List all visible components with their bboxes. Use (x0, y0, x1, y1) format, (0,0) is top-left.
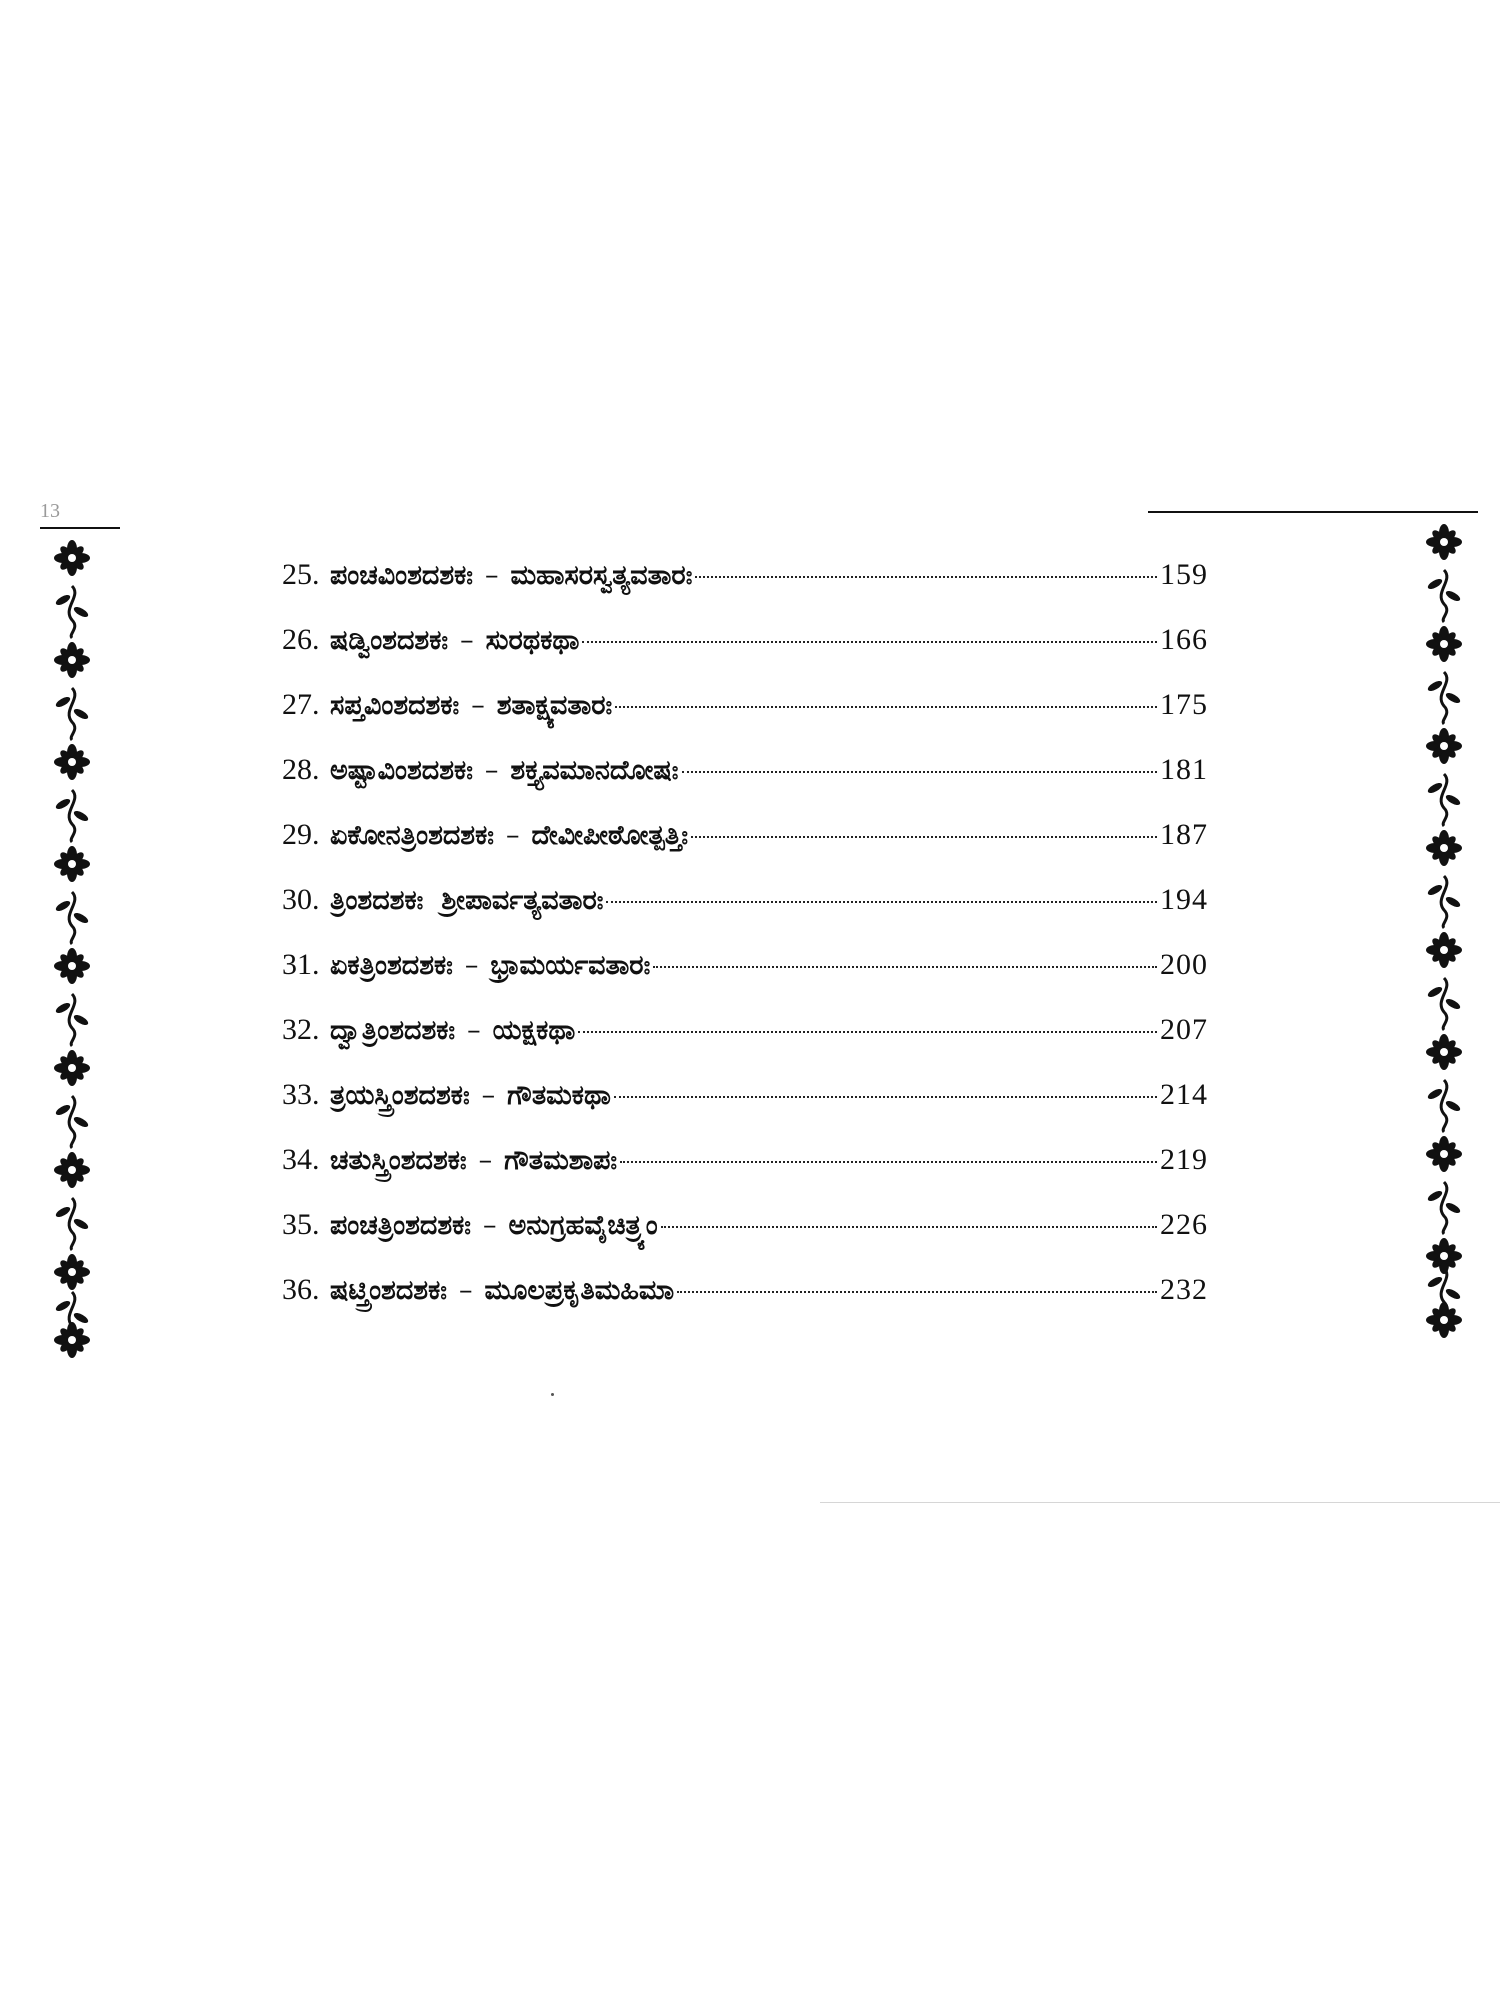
chapter-number: 28. (282, 753, 320, 786)
toc-entry (282, 880, 1208, 945)
top-rule-right (1148, 511, 1478, 513)
dot-leader (653, 966, 1157, 968)
chapter-title: ಶ್ರೀಪಾರ್ವತ್ಯವತಾರಃ (441, 885, 604, 916)
dash-separator: – (460, 625, 474, 656)
dash-separator: – (485, 560, 499, 591)
table-of-contents (282, 555, 1208, 1335)
section-name: ಏಕೋನತ್ರಿಂಶದಶಕಃ (330, 820, 494, 851)
section-name: ದ್ವಾತ್ರಿಂಶದಶಕಃ (330, 1015, 456, 1046)
floral-border-right (1416, 520, 1472, 1345)
dash-separator: – (471, 690, 485, 721)
chapter-number: 31. (282, 948, 320, 981)
dot-leader (677, 1291, 1157, 1293)
chapter-title: ಅನುಗ್ರಹವೈಚಿತ್ರ್ಯಂ (508, 1210, 658, 1241)
dot-leader (606, 901, 1157, 903)
section-name: ಏಕತ್ರಿಂಶದಶಕಃ (330, 950, 453, 981)
dot-leader (582, 641, 1157, 643)
page-reference: 187 (1160, 818, 1208, 851)
chapter-number: 32. (282, 1013, 320, 1046)
chapter-number: 26. (282, 623, 320, 656)
dash-separator: – (505, 820, 520, 851)
dash-separator: – (484, 755, 499, 786)
page-reference: 194 (1160, 883, 1208, 916)
dot-leader (578, 1031, 1157, 1033)
chapter-number: 35. (282, 1208, 320, 1241)
section-name: ಪಂಚವಿಂಶದಶಕಃ (330, 560, 473, 591)
page-reference: 226 (1160, 1208, 1208, 1241)
section-name: ತ್ರಿಂಶದಶಕಃ (330, 885, 424, 916)
chapter-number: 34. (282, 1143, 320, 1176)
toc-entry (282, 1270, 1208, 1335)
chapter-number: 29. (282, 818, 320, 851)
section-name: ಚತುಸ್ತ್ರಿಂಶದಶಕಃ (330, 1145, 467, 1176)
chapter-title: ದೇವೀಪೀಠೋತ್ಪತ್ತಿಃ (531, 820, 689, 851)
chapter-title: ಮೂಲಪ್ರಕೃತಿಮಹಿಮಾ (484, 1275, 675, 1306)
dot-leader (695, 576, 1157, 578)
page-number: 13 (40, 500, 60, 518)
section-name: ಪಂಚತ್ರಿಂಶದಶಕಃ (330, 1210, 472, 1241)
page-reference: 207 (1160, 1013, 1208, 1046)
toc-entry (282, 815, 1208, 880)
dot-leader (682, 771, 1158, 773)
dash-separator: – (464, 950, 479, 981)
page-reference: 200 (1160, 948, 1208, 981)
chapter-title: ಸುರಥಕಥಾ (485, 625, 580, 656)
dash-separator: – (478, 1145, 493, 1176)
chapter-number: 27. (282, 688, 320, 721)
page-reference: 175 (1160, 688, 1208, 721)
floral-pattern-right (1426, 524, 1462, 1338)
page-edge-line (820, 1502, 1500, 1503)
chapter-title: ಗೌತಮಶಾಪಃ (504, 1145, 618, 1176)
toc-entry (282, 1010, 1208, 1075)
top-rule-left (40, 527, 120, 529)
chapter-title: ಗೌತಮಕಥಾ (507, 1080, 611, 1111)
toc-entry (282, 620, 1208, 685)
section-name: ಅಷ್ಟಾವಿಂಶದಶಕಃ (330, 755, 473, 786)
section-name: ಸಪ್ತವಿಂಶದಶಕಃ (330, 690, 460, 721)
section-name: ಷಟ್ತ್ರಿಂಶದಶಕಃ (330, 1275, 447, 1306)
page-reference: 181 (1160, 753, 1208, 786)
dot-leader (620, 1161, 1157, 1163)
section-name: ತ್ರಯಸ್ತ್ರಿಂಶದಶಕಃ (330, 1080, 470, 1111)
dot-leader (614, 1096, 1157, 1098)
chapter-title: ಯಕ್ಷಕಥಾ (492, 1015, 576, 1046)
page-reference: 219 (1160, 1143, 1208, 1176)
toc-entry (282, 750, 1208, 815)
toc-entry (282, 1140, 1208, 1205)
page-reference: 232 (1160, 1273, 1208, 1306)
floral-pattern-left (54, 540, 90, 1358)
toc-entry (282, 555, 1208, 620)
dot-leader (691, 836, 1157, 838)
chapter-title: ಮಹಾಸರಸ್ವತ್ಯವತಾರಃ (510, 560, 693, 591)
chapter-number: 30. (282, 883, 320, 916)
chapter-title: ಶಕ್ತ್ಯವಮಾನದೋಷಃ (510, 755, 679, 786)
page-reference: 159 (1160, 558, 1208, 591)
toc-entry (282, 685, 1208, 750)
chapter-number: 33. (282, 1078, 320, 1111)
page-reference: 166 (1160, 623, 1208, 656)
page-reference: 214 (1160, 1078, 1208, 1111)
toc-entry (282, 1075, 1208, 1140)
dash-separator: – (483, 1210, 497, 1241)
dash-separator: – (458, 1275, 473, 1306)
chapter-number: 25. (282, 558, 320, 591)
chapter-title: ಭ್ರಾಮರ್ಯವತಾರಃ (490, 950, 651, 981)
scan-speck (551, 1393, 554, 1396)
chapter-number: 36. (282, 1273, 320, 1306)
dash-separator: – (467, 1015, 481, 1046)
toc-entry (282, 945, 1208, 1010)
dot-leader (615, 706, 1157, 708)
section-name: ಷಡ್ವಿಂಶದಶಕಃ (330, 625, 449, 656)
dot-leader (661, 1226, 1157, 1228)
dash-separator: – (481, 1080, 496, 1111)
chapter-title: ಶತಾಕ್ಷ್ಯವತಾರಃ (496, 690, 613, 721)
toc-entry (282, 1205, 1208, 1270)
floral-border-left (44, 530, 100, 1365)
